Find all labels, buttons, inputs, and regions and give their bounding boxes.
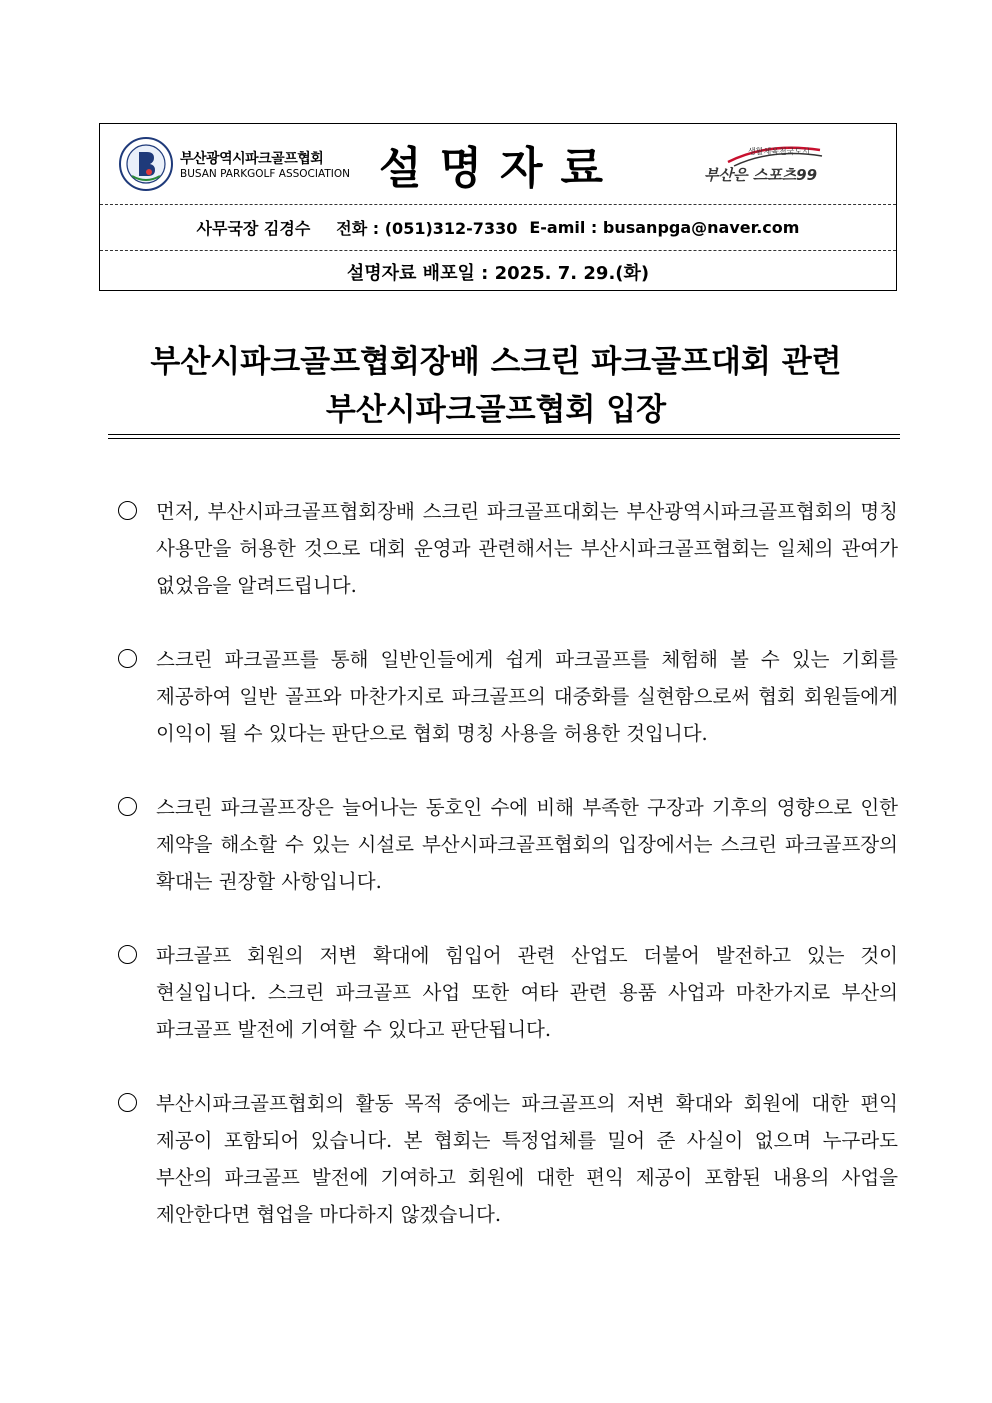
title-line-1: 부산시파크골프협회장배 스크린 파크골프대회 관련	[150, 344, 842, 380]
press-release-header	[99, 123, 897, 291]
slogan-main-text: 부산은 스포츠99	[704, 166, 818, 184]
paragraph	[118, 937, 898, 1048]
paragraph-text: 스크린 파크골프장은 늘어나는 동호인 수에 비해 부족한 구장과 기후의 영향으로 인한 제약을 해소할 수 있는 시설로 부산시파크골프협회의 입장에서는 스크린 파크골프장의 확대는 권장할 사항입니다.	[156, 796, 898, 893]
busan-sports-slogan-icon	[698, 138, 838, 192]
contact-info-row	[100, 204, 896, 250]
contact-manager: 사무국장 김경수	[196, 219, 311, 238]
contact-email: E-amil : busanpga@naver.com	[529, 218, 800, 237]
paragraph-text: 파크골프 회원의 저변 확대에 힘입어 관련 산업도 더불어 발전하고 있는 것이 현실입니다. 스크린 파크골프 사업 또한 여타 관련 용품 사업과 마찬가지로 부산의 파크골프 발전에 기여할 수 있다고 판단됩니다.	[156, 944, 898, 1041]
org-name-english: BUSAN PARKGOLF ASSOCIATION	[180, 168, 350, 180]
statement-title	[100, 338, 892, 434]
release-date-row	[100, 250, 896, 292]
release-date: 설명자료 배포일 : 2025. 7. 29.(화)	[346, 262, 650, 284]
paragraph-text: 스크린 파크골프를 통해 일반인들에게 쉽게 파크골프를 체험해 볼 수 있는 기회를 제공하여 일반 골프와 마찬가지로 파크골프의 대중화를 실현함으로써 협회 회원들에게 이익이 될 수 있다는 판단으로 협회 명칭 사용을 허용한 것입니다.	[156, 648, 898, 745]
paragraph	[118, 641, 898, 752]
org-name-korean: 부산광역시파크골프협회	[180, 151, 324, 167]
paragraph	[118, 789, 898, 900]
contact-phone: 전화 : (051)312-7330	[336, 219, 518, 238]
paragraph-text: 먼저, 부산시파크골프협회장배 스크린 파크골프대회는 부산광역시파크골프협회의 명칭 사용만을 허용한 것으로 대회 운영과 관련해서는 부산시파크골프협회는 일체의 관여가 없었음을 알려드립니다.	[156, 500, 898, 597]
document-type-title: 설명자료	[378, 143, 621, 194]
paragraph	[118, 1085, 898, 1233]
paragraph-text: 부산시파크골프협회의 활동 목적 중에는 파크골프의 저변 확대와 회원에 대한 편익 제공이 포함되어 있습니다. 본 협회는 특정업체를 밀어 준 사실이 없으며 누구라도 부산의 파크골프 발전에 기여하고 회원에 대한 편익 제공이 포함된 내용의 사업을 제안한다면 협업을 마다하지 않겠습니다.	[156, 1092, 898, 1226]
header-top-row	[100, 124, 896, 204]
circle-bullet-icon	[118, 945, 137, 964]
circle-bullet-icon	[118, 797, 137, 816]
association-emblem-icon	[118, 136, 174, 192]
paragraph	[118, 493, 898, 604]
title-divider-top	[108, 434, 900, 435]
association-logo	[118, 136, 358, 192]
slogan-small-text: 생활체육천국도시	[748, 147, 810, 156]
circle-bullet-icon	[118, 501, 137, 520]
statement-body	[118, 493, 898, 1270]
title-divider-bottom	[108, 438, 900, 439]
circle-bullet-icon	[118, 649, 137, 668]
busan-sports-logo	[698, 138, 838, 192]
title-line-2: 부산시파크골프협회 입장	[325, 392, 667, 428]
circle-bullet-icon	[118, 1093, 137, 1112]
